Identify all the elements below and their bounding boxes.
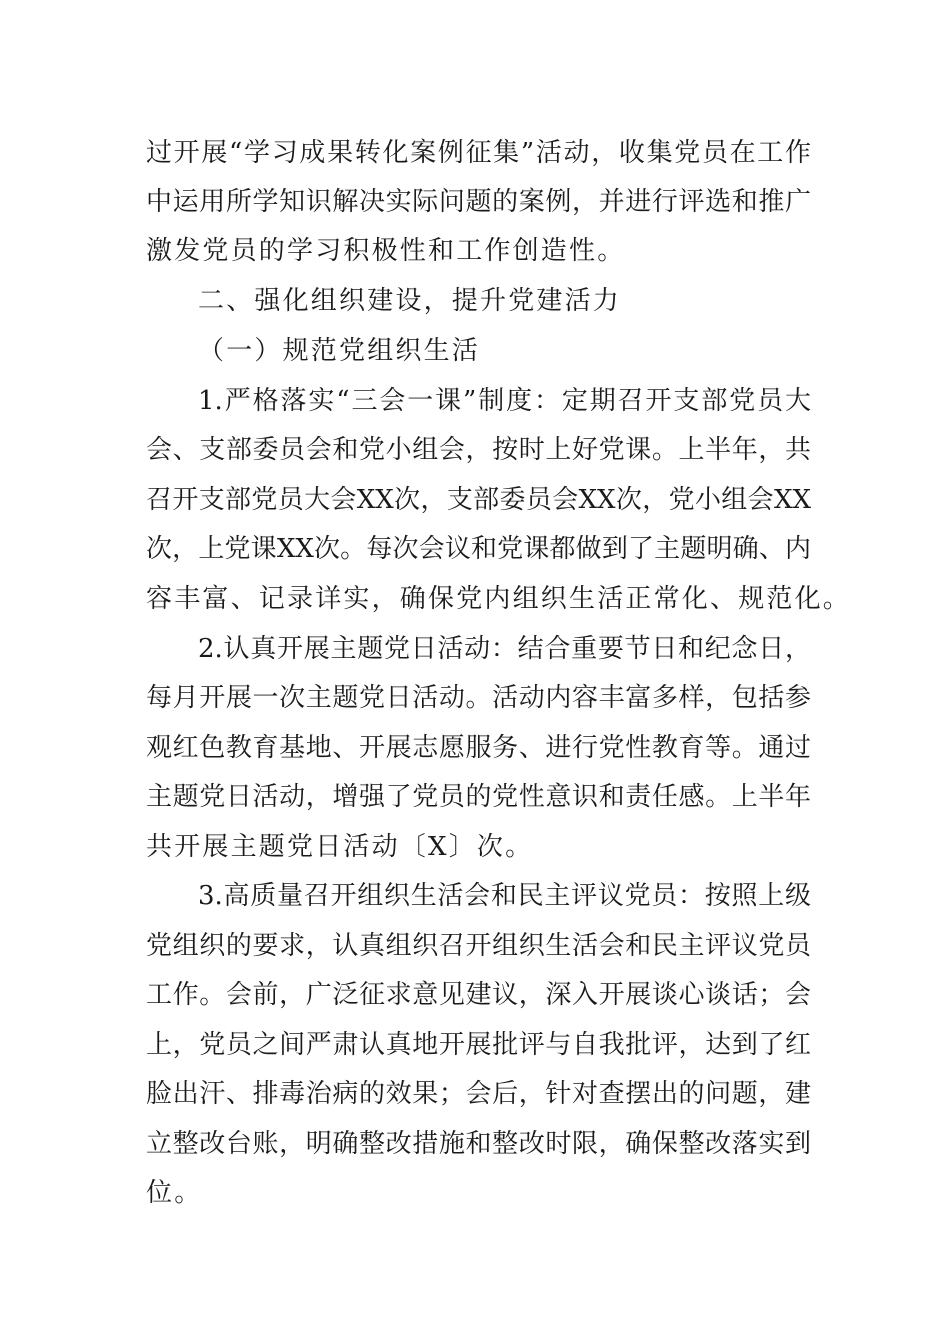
paragraph-line: 会、支部委员会和党小组会，按时上好党课。上半年，共 <box>146 435 811 465</box>
paragraph-line: 次，上党课XX次。每次会议和党课都做到了主题明确、内 <box>146 534 811 564</box>
paragraph-line: 2.认真开展主题党日活动：结合重要节日和纪念日， <box>198 634 811 664</box>
section-heading: 二、强化组织建设，提升党建活力 <box>198 286 622 316</box>
paragraph-line: 位。 <box>146 1178 203 1208</box>
paragraph-line: 党组织的要求，认真组织召开组织生活会和民主评议党员 <box>146 931 811 961</box>
subsection-heading: （一）规范党组织生活 <box>198 336 481 366</box>
paragraph-line: 3.高质量召开组织生活会和民主评议党员：按照上级 <box>198 881 811 911</box>
paragraph-line: 上，党员之间严肃认真地开展批评与自我批评，达到了红 <box>146 1030 811 1060</box>
paragraph-line: 过开展“学习成果转化案例征集”活动，收集党员在工作 <box>146 138 811 168</box>
paragraph-line: 容丰富、记录详实，确保党内组织生活正常化、规范化。 <box>146 584 852 614</box>
paragraph-line: 观红色教育基地、开展志愿服务、进行党性教育等。通过 <box>146 733 811 763</box>
paragraph-line: 立整改台账，明确整改措施和整改时限，确保整改落实到 <box>146 1129 811 1159</box>
paragraph-line: 主题党日活动，增强了党员的党性意识和责任感。上半年 <box>146 782 811 812</box>
paragraph-line: 激发党员的学习积极性和工作创造性。 <box>146 236 626 266</box>
paragraph-line: 脸出汗、排毒治病的效果；会后，针对查摆出的问题，建 <box>146 1079 811 1109</box>
paragraph-line: 共开展主题党日活动〔X〕次。 <box>146 832 534 862</box>
paragraph-line: 1.严格落实“三会一课”制度：定期召开支部党员大 <box>198 386 811 416</box>
paragraph-line: 召开支部党员大会XX次，支部委员会XX次，党小组会XX <box>146 485 811 515</box>
paragraph-line: 工作。会前，广泛征求意见建议，深入开展谈心谈话；会 <box>146 980 811 1010</box>
paragraph-line: 每月开展一次主题党日活动。活动内容丰富多样，包括参 <box>146 683 811 713</box>
paragraph-line: 中运用所学知识解决实际问题的案例，并进行评选和推广 <box>146 187 811 217</box>
